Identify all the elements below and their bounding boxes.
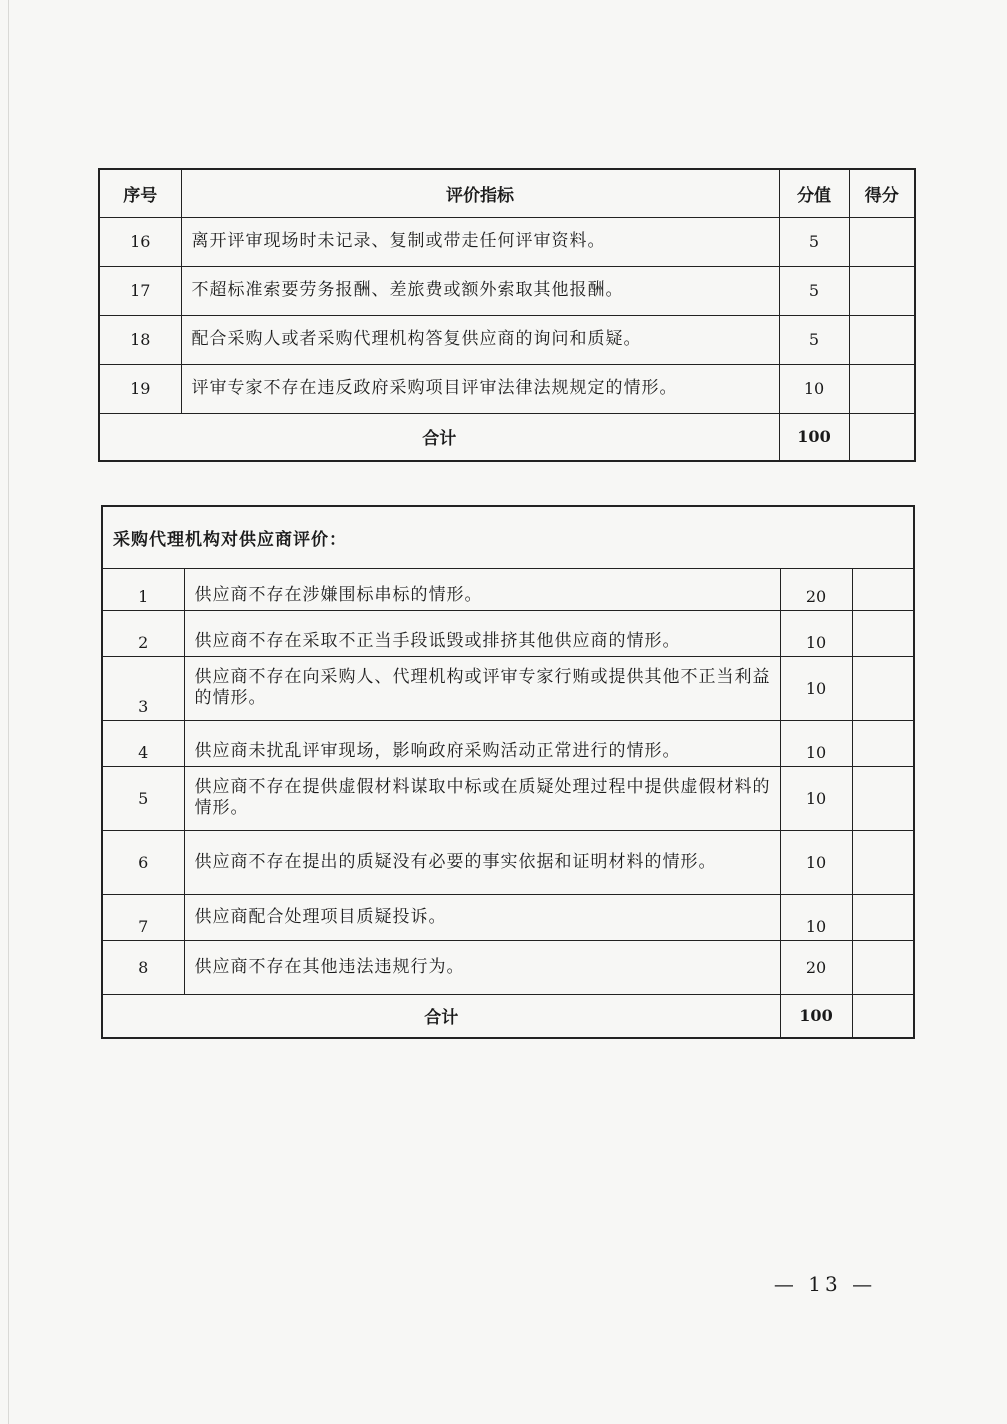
row-text: 不超标准索要劳务报酬、差旅费或额外索取其他报酬。 bbox=[181, 266, 779, 315]
row-text: 供应商配合处理项目质疑投诉。 bbox=[184, 894, 780, 940]
row-score: 10 bbox=[780, 830, 852, 894]
section-title-row bbox=[102, 506, 914, 568]
row-score: 20 bbox=[780, 940, 852, 994]
row-seq: 6 bbox=[102, 830, 184, 894]
row-score: 5 bbox=[779, 217, 849, 266]
row-seq: 3 bbox=[102, 656, 184, 720]
table-row bbox=[102, 830, 914, 894]
row-text: 配合采购人或者采购代理机构答复供应商的询问和质疑。 bbox=[181, 315, 779, 364]
table-row bbox=[102, 568, 914, 610]
header-indicator: 评价指标 bbox=[181, 169, 779, 217]
row-obtained-cell bbox=[852, 940, 914, 994]
table-row bbox=[99, 315, 915, 364]
row-obtained-cell bbox=[852, 766, 914, 830]
row-text: 供应商不存在涉嫌围标串标的情形。 bbox=[184, 568, 780, 610]
table-row bbox=[102, 940, 914, 994]
row-text: 离开评审现场时未记录、复制或带走任何评审资料。 bbox=[181, 217, 779, 266]
supplier-evaluation-table bbox=[101, 505, 915, 1039]
section-title: 采购代理机构对供应商评价： bbox=[102, 506, 914, 568]
table-row bbox=[102, 610, 914, 656]
total-obtained-cell bbox=[852, 994, 914, 1038]
row-text: 供应商不存在提供虚假材料谋取中标或在质疑处理过程中提供虚假材料的情形。 bbox=[184, 766, 780, 830]
row-seq: 16 bbox=[99, 217, 181, 266]
header-obtained: 得分 bbox=[849, 169, 915, 217]
row-obtained-cell bbox=[852, 830, 914, 894]
row-score: 10 bbox=[780, 610, 852, 656]
total-row bbox=[102, 994, 914, 1038]
expert-evaluation-table bbox=[98, 168, 916, 462]
table-row bbox=[102, 720, 914, 766]
row-seq: 7 bbox=[102, 894, 184, 940]
row-score: 20 bbox=[780, 568, 852, 610]
header-score: 分值 bbox=[779, 169, 849, 217]
row-obtained-cell bbox=[849, 217, 915, 266]
row-score: 10 bbox=[780, 766, 852, 830]
row-text: 供应商未扰乱评审现场，影响政府采购活动正常进行的情形。 bbox=[184, 720, 780, 766]
row-text: 供应商不存在提出的质疑没有必要的事实依据和证明材料的情形。 bbox=[184, 830, 780, 894]
row-text: 供应商不存在其他违法违规行为。 bbox=[184, 940, 780, 994]
total-label: 合计 bbox=[99, 413, 779, 461]
row-score: 10 bbox=[779, 364, 849, 413]
total-value: 100 bbox=[779, 413, 849, 461]
row-obtained-cell bbox=[852, 894, 914, 940]
table-row bbox=[99, 217, 915, 266]
row-seq: 4 bbox=[102, 720, 184, 766]
table-row bbox=[102, 766, 914, 830]
row-seq: 17 bbox=[99, 266, 181, 315]
table-row bbox=[99, 364, 915, 413]
row-seq: 2 bbox=[102, 610, 184, 656]
total-value: 100 bbox=[780, 994, 852, 1038]
total-row bbox=[99, 413, 915, 461]
row-score: 10 bbox=[780, 720, 852, 766]
total-label: 合计 bbox=[102, 994, 780, 1038]
row-text: 评审专家不存在违反政府采购项目评审法律法规规定的情形。 bbox=[181, 364, 779, 413]
row-obtained-cell bbox=[849, 315, 915, 364]
row-score: 10 bbox=[780, 656, 852, 720]
table-row bbox=[99, 266, 915, 315]
row-seq: 1 bbox=[102, 568, 184, 610]
row-obtained-cell bbox=[852, 656, 914, 720]
row-seq: 8 bbox=[102, 940, 184, 994]
row-obtained-cell bbox=[849, 364, 915, 413]
row-obtained-cell bbox=[849, 266, 915, 315]
row-obtained-cell bbox=[852, 610, 914, 656]
table-row bbox=[102, 656, 914, 720]
row-obtained-cell bbox=[852, 720, 914, 766]
row-text: 供应商不存在向采购人、代理机构或评审专家行贿或提供其他不正当利益的情形。 bbox=[184, 656, 780, 720]
row-seq: 19 bbox=[99, 364, 181, 413]
page-edge-line bbox=[8, 0, 9, 1424]
header-seq: 序号 bbox=[99, 169, 181, 217]
total-obtained-cell bbox=[849, 413, 915, 461]
row-text: 供应商不存在采取不正当手段诋毁或排挤其他供应商的情形。 bbox=[184, 610, 780, 656]
table-header-row bbox=[99, 169, 915, 217]
table-row bbox=[102, 894, 914, 940]
row-seq: 5 bbox=[102, 766, 184, 830]
row-score: 5 bbox=[779, 266, 849, 315]
page-number: — 13 — bbox=[773, 1272, 877, 1296]
row-score: 5 bbox=[779, 315, 849, 364]
row-score: 10 bbox=[780, 894, 852, 940]
row-seq: 18 bbox=[99, 315, 181, 364]
row-obtained-cell bbox=[852, 568, 914, 610]
